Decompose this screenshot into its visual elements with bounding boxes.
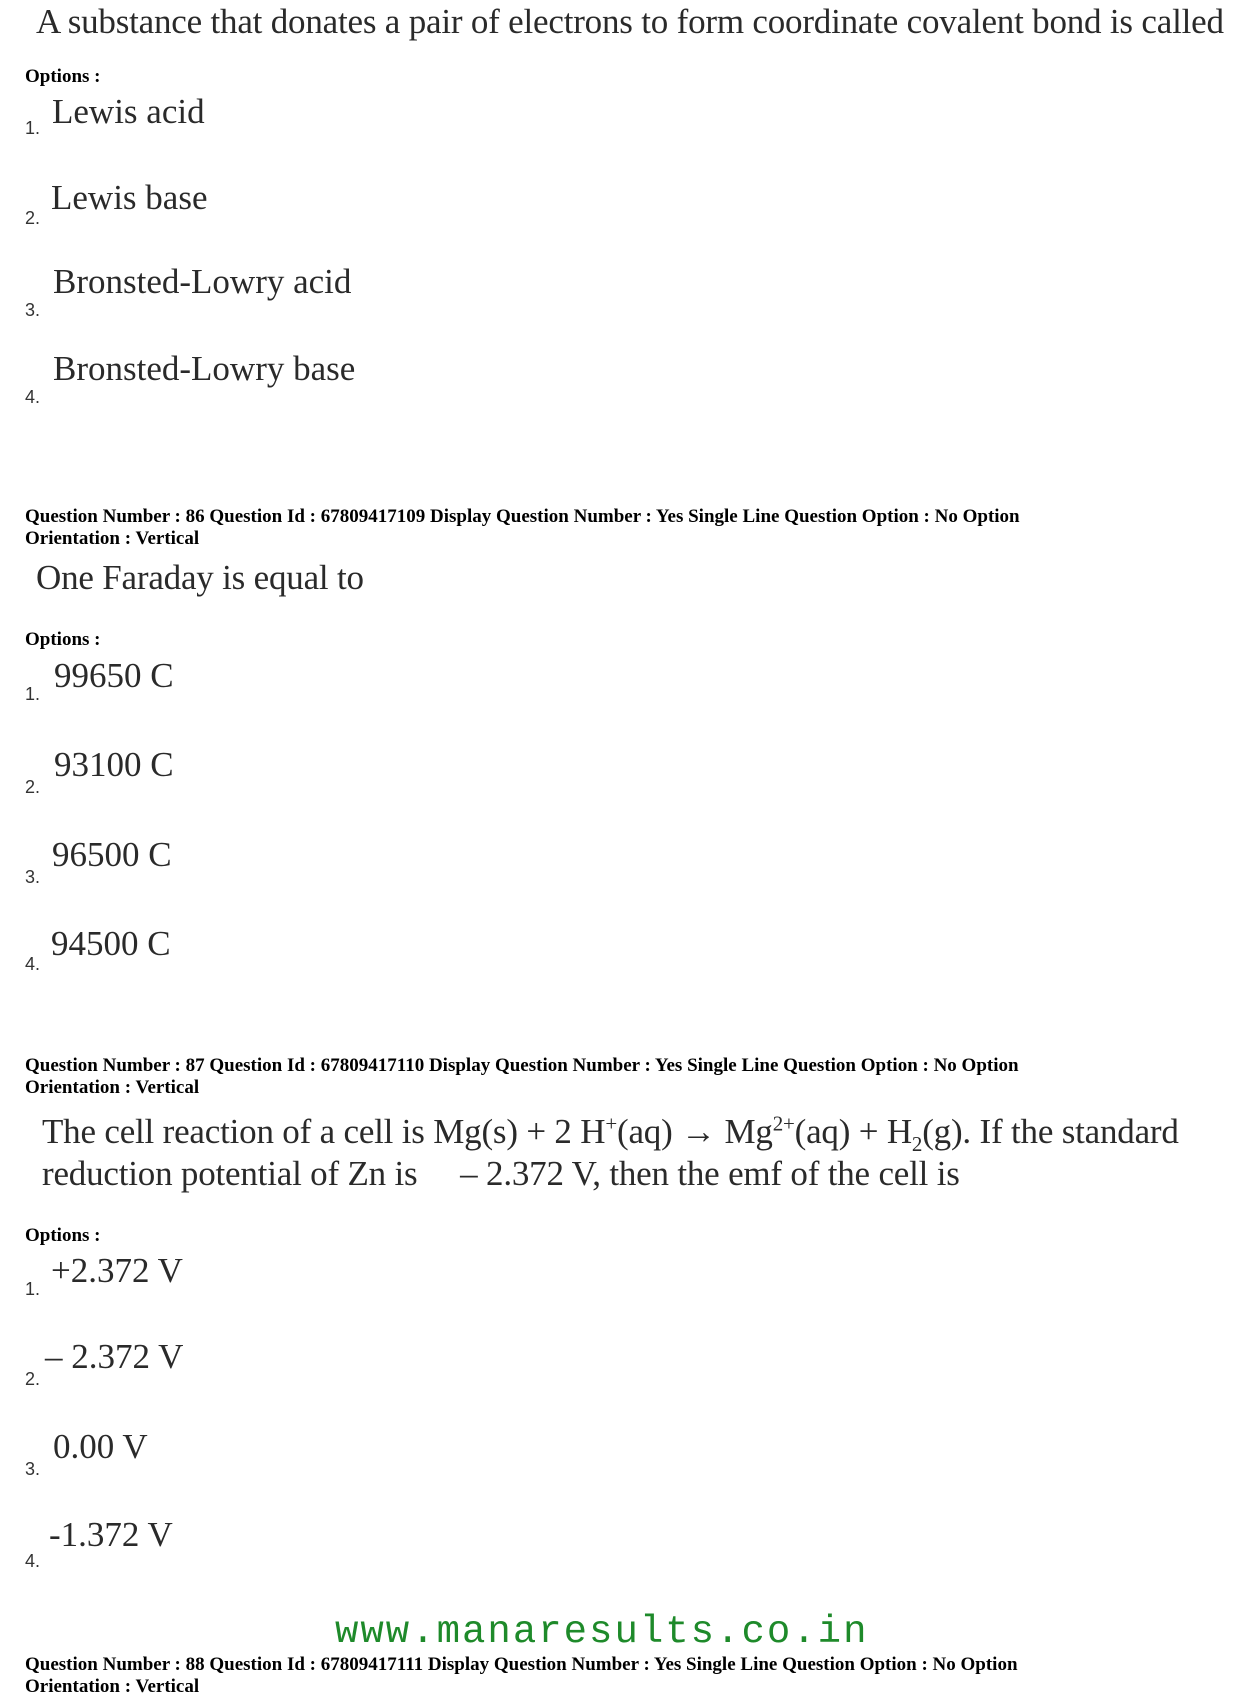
question-88-meta: [25, 1654, 1205, 1698]
option-number: 3.: [25, 300, 41, 320]
question-87-meta-line-1: Question Number : 87 Question Id : 67809417110 Display Question Number : Yes Single Line Question Option : No Option: [25, 1055, 1019, 1076]
option-number: 2.: [25, 1369, 41, 1389]
option-text: 94500 C: [51, 924, 171, 963]
option-number: 3.: [25, 1459, 41, 1479]
question-85-options-label: Options :: [25, 66, 101, 87]
option-number: 2.: [25, 777, 41, 797]
question-86-meta-line-1: Question Number : 86 Question Id : 67809417109 Display Question Number : Yes Single Line Question Option : No Option: [25, 506, 1020, 527]
question-86-meta-line-2: Orientation : Vertical: [25, 528, 200, 549]
option-text: 93100 C: [54, 745, 174, 784]
option-text: 99650 C: [54, 656, 174, 695]
question-88-meta-line-2: Orientation : Vertical: [25, 1676, 200, 1697]
question-87-options-label: Options :: [25, 1225, 101, 1246]
question-86-options-label: Options :: [25, 629, 101, 650]
option-text: 0.00 V: [53, 1427, 148, 1466]
option-number: 4.: [25, 387, 41, 407]
question-87-text-line-2: reduction potential of Zn is – 2.372 V, then the emf of the cell is: [42, 1154, 960, 1193]
question-86-meta: [25, 506, 1205, 550]
option-text: – 2.372 V: [45, 1337, 184, 1376]
question-87-meta-line-2: Orientation : Vertical: [25, 1077, 200, 1098]
option-number: 1.: [25, 684, 41, 704]
footer-url[interactable]: www.manaresults.co.in: [335, 1610, 869, 1654]
question-88-meta-line-1: Question Number : 88 Question Id : 67809417111 Display Question Number : Yes Single Line Question Option : No Option: [25, 1654, 1018, 1675]
option-number: 1.: [25, 1279, 41, 1299]
question-86-text: One Faraday is equal to: [36, 558, 364, 597]
option-text: -1.372 V: [49, 1515, 173, 1554]
option-number: 4.: [25, 954, 41, 974]
option-number: 3.: [25, 867, 41, 887]
option-text: 96500 C: [52, 835, 172, 874]
option-number: 4.: [25, 1551, 41, 1571]
option-text: +2.372 V: [51, 1251, 183, 1290]
question-85-text: A substance that donates a pair of electrons to form coordinate covalent bond is called: [36, 2, 1224, 41]
option-text: Bronsted-Lowry base: [53, 349, 356, 388]
question-87-text-line-1: The cell reaction of a cell is Mg(s) + 2 $H^+(aq) \to Mg^{2+}(aq) + H_2(g)$. If the standard: [42, 1111, 1179, 1156]
option-number: 1.: [25, 118, 41, 138]
option-text: Lewis acid: [52, 92, 205, 131]
option-text: Lewis base: [51, 178, 208, 217]
option-number: 2.: [25, 208, 41, 228]
question-87-meta: [25, 1055, 1205, 1099]
option-text: Bronsted-Lowry acid: [53, 262, 352, 301]
